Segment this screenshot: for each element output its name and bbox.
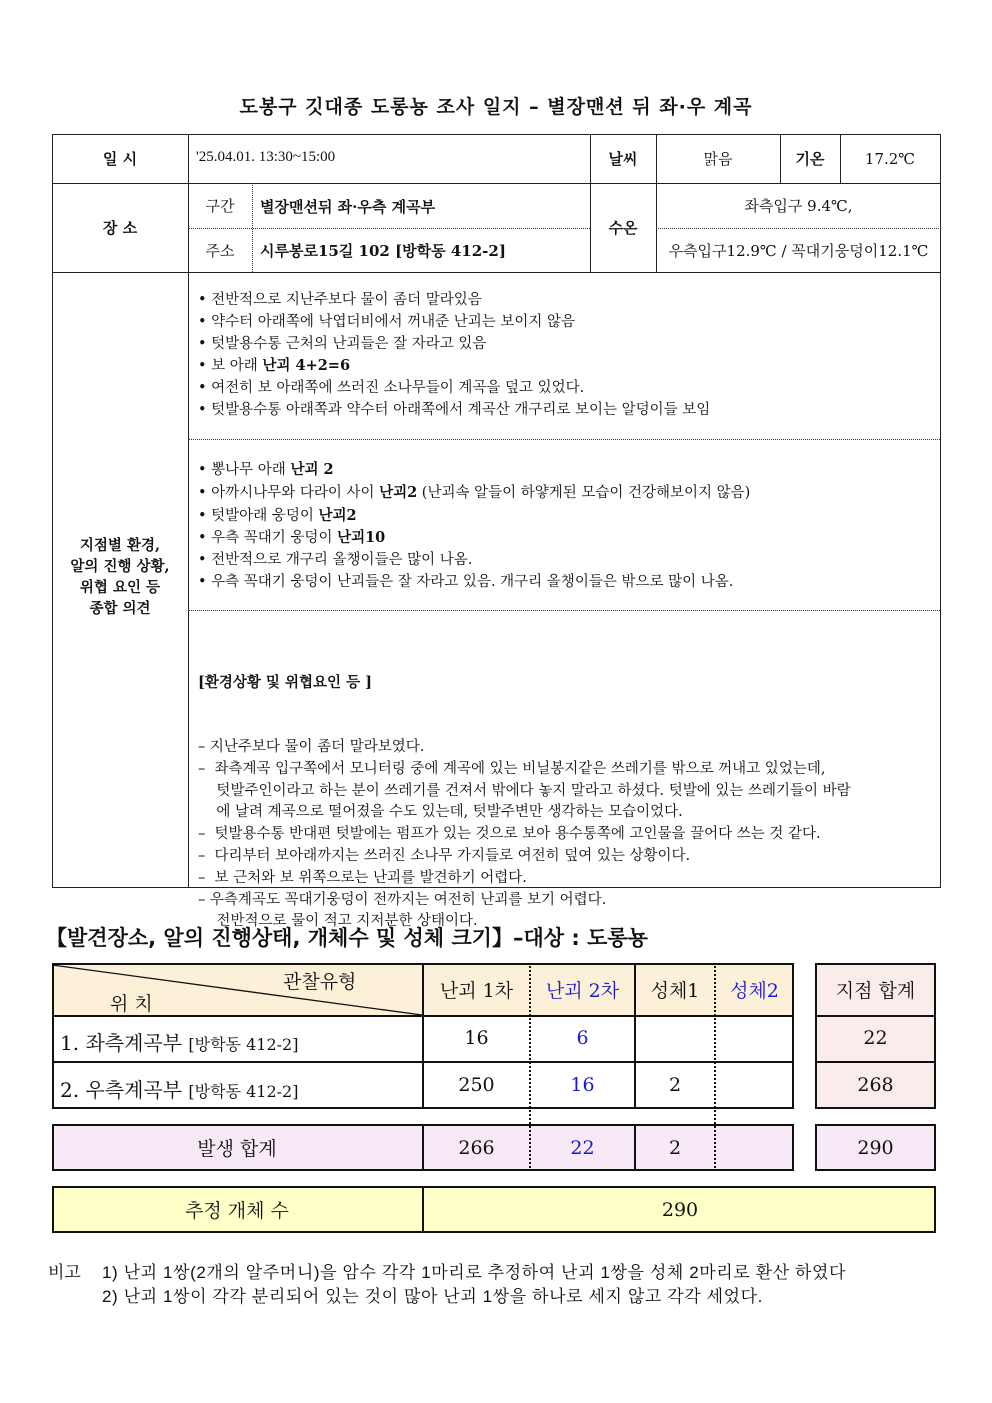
- weather-value: 맑음: [703, 150, 733, 168]
- sum-egg-2: 22: [570, 1136, 595, 1159]
- row-value: 250: [458, 1074, 495, 1096]
- remark-item: 2) 난괴 1쌍이 각각 분리되어 있는 것이 많아 난괴 1쌍을 하나로 세지 않고 각각 세었다.: [102, 1287, 763, 1306]
- col-site-total: 지점 합계: [835, 979, 916, 1002]
- note-highlight: 난괴2: [379, 483, 418, 501]
- note-item: [198, 312, 710, 334]
- environment-heading: [환경상황 및 위협요인 등 ]: [198, 673, 372, 691]
- row-value: 2: [668, 1074, 682, 1096]
- note-highlight: 난괴 2: [290, 461, 334, 478]
- note-text: 보 아래: [211, 358, 263, 375]
- note-item: [198, 482, 750, 505]
- opinion-label-line: 알의 진행 상황,: [70, 558, 170, 575]
- environment-line: – 보 근처와 보 위쪽으로는 난괴를 발견하기 어렵다.: [198, 869, 527, 886]
- water-temp-label: 수온: [608, 219, 638, 237]
- location-address: [방학동 412-2]: [188, 1082, 299, 1101]
- header-position: 위 치: [110, 993, 153, 1015]
- note-item: [198, 334, 710, 356]
- water-temp-line2: 우측입구12.9℃ / 꼭대기웅덩이12.1℃: [668, 241, 929, 260]
- section2-title: 【발견장소, 알의 진행상태, 개체수 및 성체 크기】–대상 : 도롱뇽: [46, 926, 648, 950]
- sum-adult-2: [715, 1124, 794, 1171]
- note-text: 전반적으로 개구리 올챙이들은 많이 나옴.: [211, 552, 473, 569]
- col-egg-2: 난괴 2차: [545, 979, 620, 1002]
- remarks-label: 비고: [48, 1263, 81, 1282]
- location-name: 1. 좌측계곡부: [60, 1031, 189, 1055]
- note-item: [198, 505, 750, 528]
- environment-line: – 우측계곡도 꼭대기웅덩이 전까지는 여전히 난괴를 보기 어렵다.: [198, 891, 607, 908]
- row-location: [60, 1074, 298, 1103]
- row-value: [715, 1062, 794, 1108]
- remark-item: 1) 난괴 1쌍(2개의 알주머니)을 암수 각각 1마리로 추정하여 난괴 1쌍을 성체 2마리로 환산 하였다: [102, 1263, 847, 1282]
- note-item: [198, 527, 750, 550]
- note-item: [198, 355, 710, 378]
- right-stream-notes: [198, 459, 750, 594]
- note-item: [198, 400, 710, 422]
- date-label: 일 시: [102, 150, 138, 168]
- date-value: '25.04.01. 13:30~15:00: [196, 149, 336, 165]
- row-site-total: 268: [857, 1074, 894, 1096]
- header-observation-type: 관찰유형: [283, 971, 357, 993]
- sum-adult-1: 2: [668, 1136, 682, 1159]
- sum-label: 발생 합계: [197, 1138, 277, 1160]
- row-value: [715, 1015, 794, 1061]
- environment-line: 텃발주인이라고 하는 분이 쓰레기를 건져서 밖에다 놓지 말라고 하셨다. 텃발에 있는 쓰레기들이 바람: [198, 782, 851, 799]
- row-value: 6: [576, 1027, 589, 1049]
- opinion-label: [52, 535, 188, 619]
- note-text: 여전히 보 아래쪽에 쓰러진 소나무들이 계곡을 덮고 있었다.: [211, 380, 585, 397]
- opinion-label-line: 지점별 환경,: [79, 537, 161, 554]
- sum-total: 290: [815, 1124, 936, 1171]
- note-item: [198, 290, 710, 312]
- environment-line: – 지난주보다 물이 좀더 말라보였다.: [198, 738, 425, 755]
- environment-line: 전반적으로 물이 적고 지저분한 상태이다.: [198, 913, 478, 930]
- note-item: [198, 459, 750, 482]
- environment-line: – 다리부터 보아래까지는 쓰러진 소나무 가지들로 여전히 덮여 있는 상황이다.: [198, 847, 691, 864]
- row-location: [60, 1027, 298, 1056]
- location-address: [방학동 412-2]: [188, 1035, 299, 1054]
- note-highlight: 난괴 4+2=6: [262, 357, 351, 375]
- row-site-total: 22: [863, 1027, 888, 1049]
- note-item: [198, 378, 710, 400]
- col-adult-1: 성체1: [650, 979, 700, 1002]
- section-value: 별장맨션뒤 좌·우측 계곡부: [260, 198, 436, 216]
- note-text: 약수터 아래쪽에 낙엽더비에서 꺼내준 난괴는 보이지 않음: [211, 313, 575, 330]
- note-text: 텃발용수통 아래쪽과 약수터 아래쪽에서 계곡산 개구리로 보이는 알덩이들 보임: [211, 401, 711, 418]
- environment-line: 에 날려 계곡으로 떨어졌을 수도 있는데, 텃발주변만 생각하는 모습이었다.: [198, 804, 683, 821]
- remarks: [102, 1261, 846, 1309]
- environment-line: – 좌측계곡 입구쪽에서 모니터링 중에 계곡에 있는 비닐봉지같은 쓰레기를 밖으로 꺼내고 있었는데,: [198, 760, 826, 777]
- place-label: 장 소: [102, 219, 138, 237]
- col-egg-1: 난괴 1차: [439, 979, 514, 1002]
- estimate-label: 추정 개체 수: [185, 1200, 289, 1222]
- note-highlight: 난괴2: [318, 506, 357, 524]
- address-value: 시루봉로15길 102 [방학동 412-2]: [260, 242, 506, 260]
- note-text: (난괴속 알들이 하얗게된 모습이 건강해보이지 않음): [417, 484, 751, 501]
- note-item: [198, 550, 750, 572]
- opinion-label-line: 종합 의견: [89, 600, 151, 617]
- section-label: 구간: [205, 197, 235, 215]
- note-text: 우측 꼭대기 웅덩이: [211, 530, 338, 547]
- page-title: 도봉구 깃대종 도롱뇽 조사 일지 – 별장맨션 뒤 좌·우 계곡: [239, 96, 753, 118]
- note-text: 뽕나무 아래: [211, 462, 291, 478]
- note-text: 텃발용수통 근처의 난괴들은 잘 자라고 있음: [211, 335, 487, 352]
- note-highlight: 난괴10: [337, 529, 386, 547]
- note-text: 우측 꼭대기 웅덩이 난괴들은 잘 자라고 있음. 개구리 올챙이들은 밖으로 많이 나옴.: [211, 573, 734, 590]
- note-item: [198, 572, 750, 594]
- environment-notes: [198, 628, 851, 955]
- location-name: 2. 우측계곡부: [60, 1078, 189, 1102]
- weather-label: 날씨: [608, 150, 638, 168]
- col-adult-2: 성체2: [730, 979, 779, 1002]
- opinion-label-line: 위협 요인 등: [79, 579, 161, 596]
- row-value: 16: [570, 1074, 595, 1096]
- temperature-label: 기온: [795, 150, 825, 168]
- note-text: 전반적으로 지난주보다 물이 좀더 말라있음: [211, 292, 482, 308]
- row-value: [636, 1015, 714, 1061]
- diagonal-header-line: [52, 963, 422, 1015]
- address-label: 주소: [205, 241, 235, 260]
- left-stream-notes: [198, 290, 710, 422]
- note-text: 텃발아래 웅덩이: [211, 507, 319, 524]
- environment-line: – 텃발용수통 반대편 텃발에는 펌프가 있는 것으로 보아 용수통쪽에 고인물을 끌어다 쓰는 것 같다.: [198, 826, 821, 843]
- water-temp-line1: 좌측입구 9.4℃,: [744, 197, 853, 215]
- temperature-value: 17.2℃: [864, 149, 916, 168]
- note-text: 아까시나무와 다라이 사이: [211, 484, 380, 501]
- estimate-value: 290: [661, 1198, 699, 1221]
- sum-egg-1: 266: [458, 1136, 495, 1159]
- row-value: 16: [464, 1027, 489, 1049]
